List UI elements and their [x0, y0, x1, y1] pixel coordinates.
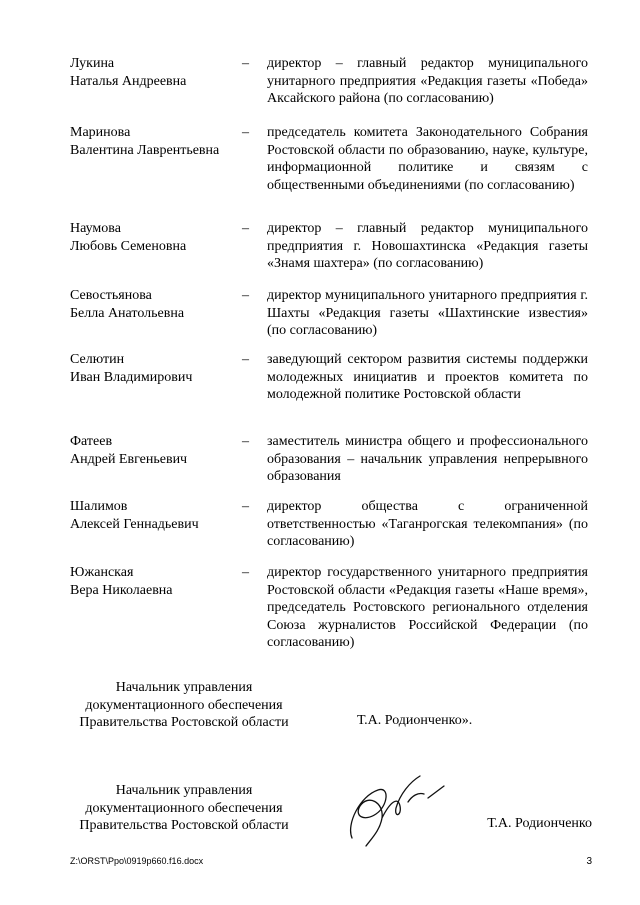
- member-surname: Наумова: [70, 221, 121, 236]
- member-position: председатель комитета Законодательного Собрания Ростовской области по образованию, науке, культуре, информационной политике и связям с общественными объединениями (по согласованию): [267, 125, 588, 193]
- dash-separator: –: [242, 288, 249, 303]
- member-surname: Южанская: [70, 565, 134, 580]
- member-position: директор государственного унитарного предприятия Ростовской области «Редакция газеты «Наше время», председатель Ростовского регионального отделения Союза журналистов Российской Федерации (по согласованию): [267, 565, 588, 650]
- member-position: директор общества с ограниченной ответственностью «Таганрогская телекомпания» (по согласованию): [267, 499, 588, 549]
- member-surname: Фатеев: [70, 434, 113, 449]
- dash-separator: –: [242, 434, 249, 449]
- signoff-name: Т.А. Родионченко: [487, 816, 592, 831]
- member-given-names: Любовь Семеновна: [70, 238, 187, 254]
- member-given-names: Андрей Евгеньевич: [70, 451, 188, 467]
- member-given-names: Алексей Геннадьевич: [70, 516, 199, 532]
- member-position: заведующий сектором развития системы поддержки молодежных инициатив и проектов комитета по молодежной политике Ростовской области: [267, 352, 588, 402]
- member-name: [70, 55, 240, 90]
- member-given-names: Валентина Лаврентьевна: [70, 142, 220, 158]
- signoff-title-line: Правительства Ростовской области: [79, 715, 289, 730]
- signoff-title-line: Начальник управления: [115, 783, 253, 798]
- member-given-names: Белла Анатольевна: [70, 305, 185, 321]
- member-surname: Севостьянова: [70, 288, 152, 303]
- handwritten-signature: [338, 772, 448, 852]
- signoff-block: [70, 679, 298, 732]
- dash-separator: –: [242, 352, 249, 367]
- member-name: [70, 564, 240, 599]
- member-position: директор – главный редактор муниципального унитарного предприятия «Редакция газеты «Победа» Аксайского района (по согласованию): [267, 56, 588, 106]
- dash-separator: –: [242, 221, 249, 236]
- member-given-names: Иван Владимирович: [70, 369, 193, 385]
- file-path: Z:\ORST\Ppo\0919p660.f16.docx: [70, 856, 204, 866]
- member-given-names: Вера Николаевна: [70, 582, 173, 598]
- member-name: [70, 351, 240, 386]
- signoff-name: Т.А. Родионченко».: [357, 713, 473, 728]
- dash-separator: –: [242, 565, 249, 580]
- member-surname: Маринова: [70, 125, 131, 140]
- page-number: 3: [586, 856, 592, 867]
- dash-separator: –: [242, 125, 249, 140]
- dash-separator: –: [242, 499, 249, 514]
- signoff-title-line: документационного обеспечения: [85, 697, 283, 713]
- member-position: директор муниципального унитарного предприятия г. Шахты «Редакция газеты «Шахтинские известия» (по согласованию): [267, 288, 588, 338]
- member-surname: Шалимов: [70, 499, 128, 514]
- member-position: директор – главный редактор муниципального предприятия г. Новошахтинска «Редакция газеты «Знамя шахтера» (по согласованию): [267, 221, 588, 271]
- signoff-title-line: Начальник управления: [115, 680, 253, 695]
- member-name: [70, 498, 240, 533]
- dash-separator: –: [242, 56, 249, 71]
- signoff-block: [70, 782, 298, 835]
- member-position: заместитель министра общего и профессионального образования – начальник управления непрерывного образования: [267, 434, 588, 484]
- member-surname: Лукина: [70, 56, 115, 71]
- member-surname: Селютин: [70, 352, 125, 367]
- member-name: [70, 124, 240, 159]
- member-name: [70, 433, 240, 468]
- signoff-title-line: Правительства Ростовской области: [79, 818, 289, 833]
- member-given-names: Наталья Андреевна: [70, 73, 187, 89]
- member-name: [70, 287, 240, 322]
- member-name: [70, 220, 240, 255]
- signoff-title-line: документационного обеспечения: [85, 800, 283, 816]
